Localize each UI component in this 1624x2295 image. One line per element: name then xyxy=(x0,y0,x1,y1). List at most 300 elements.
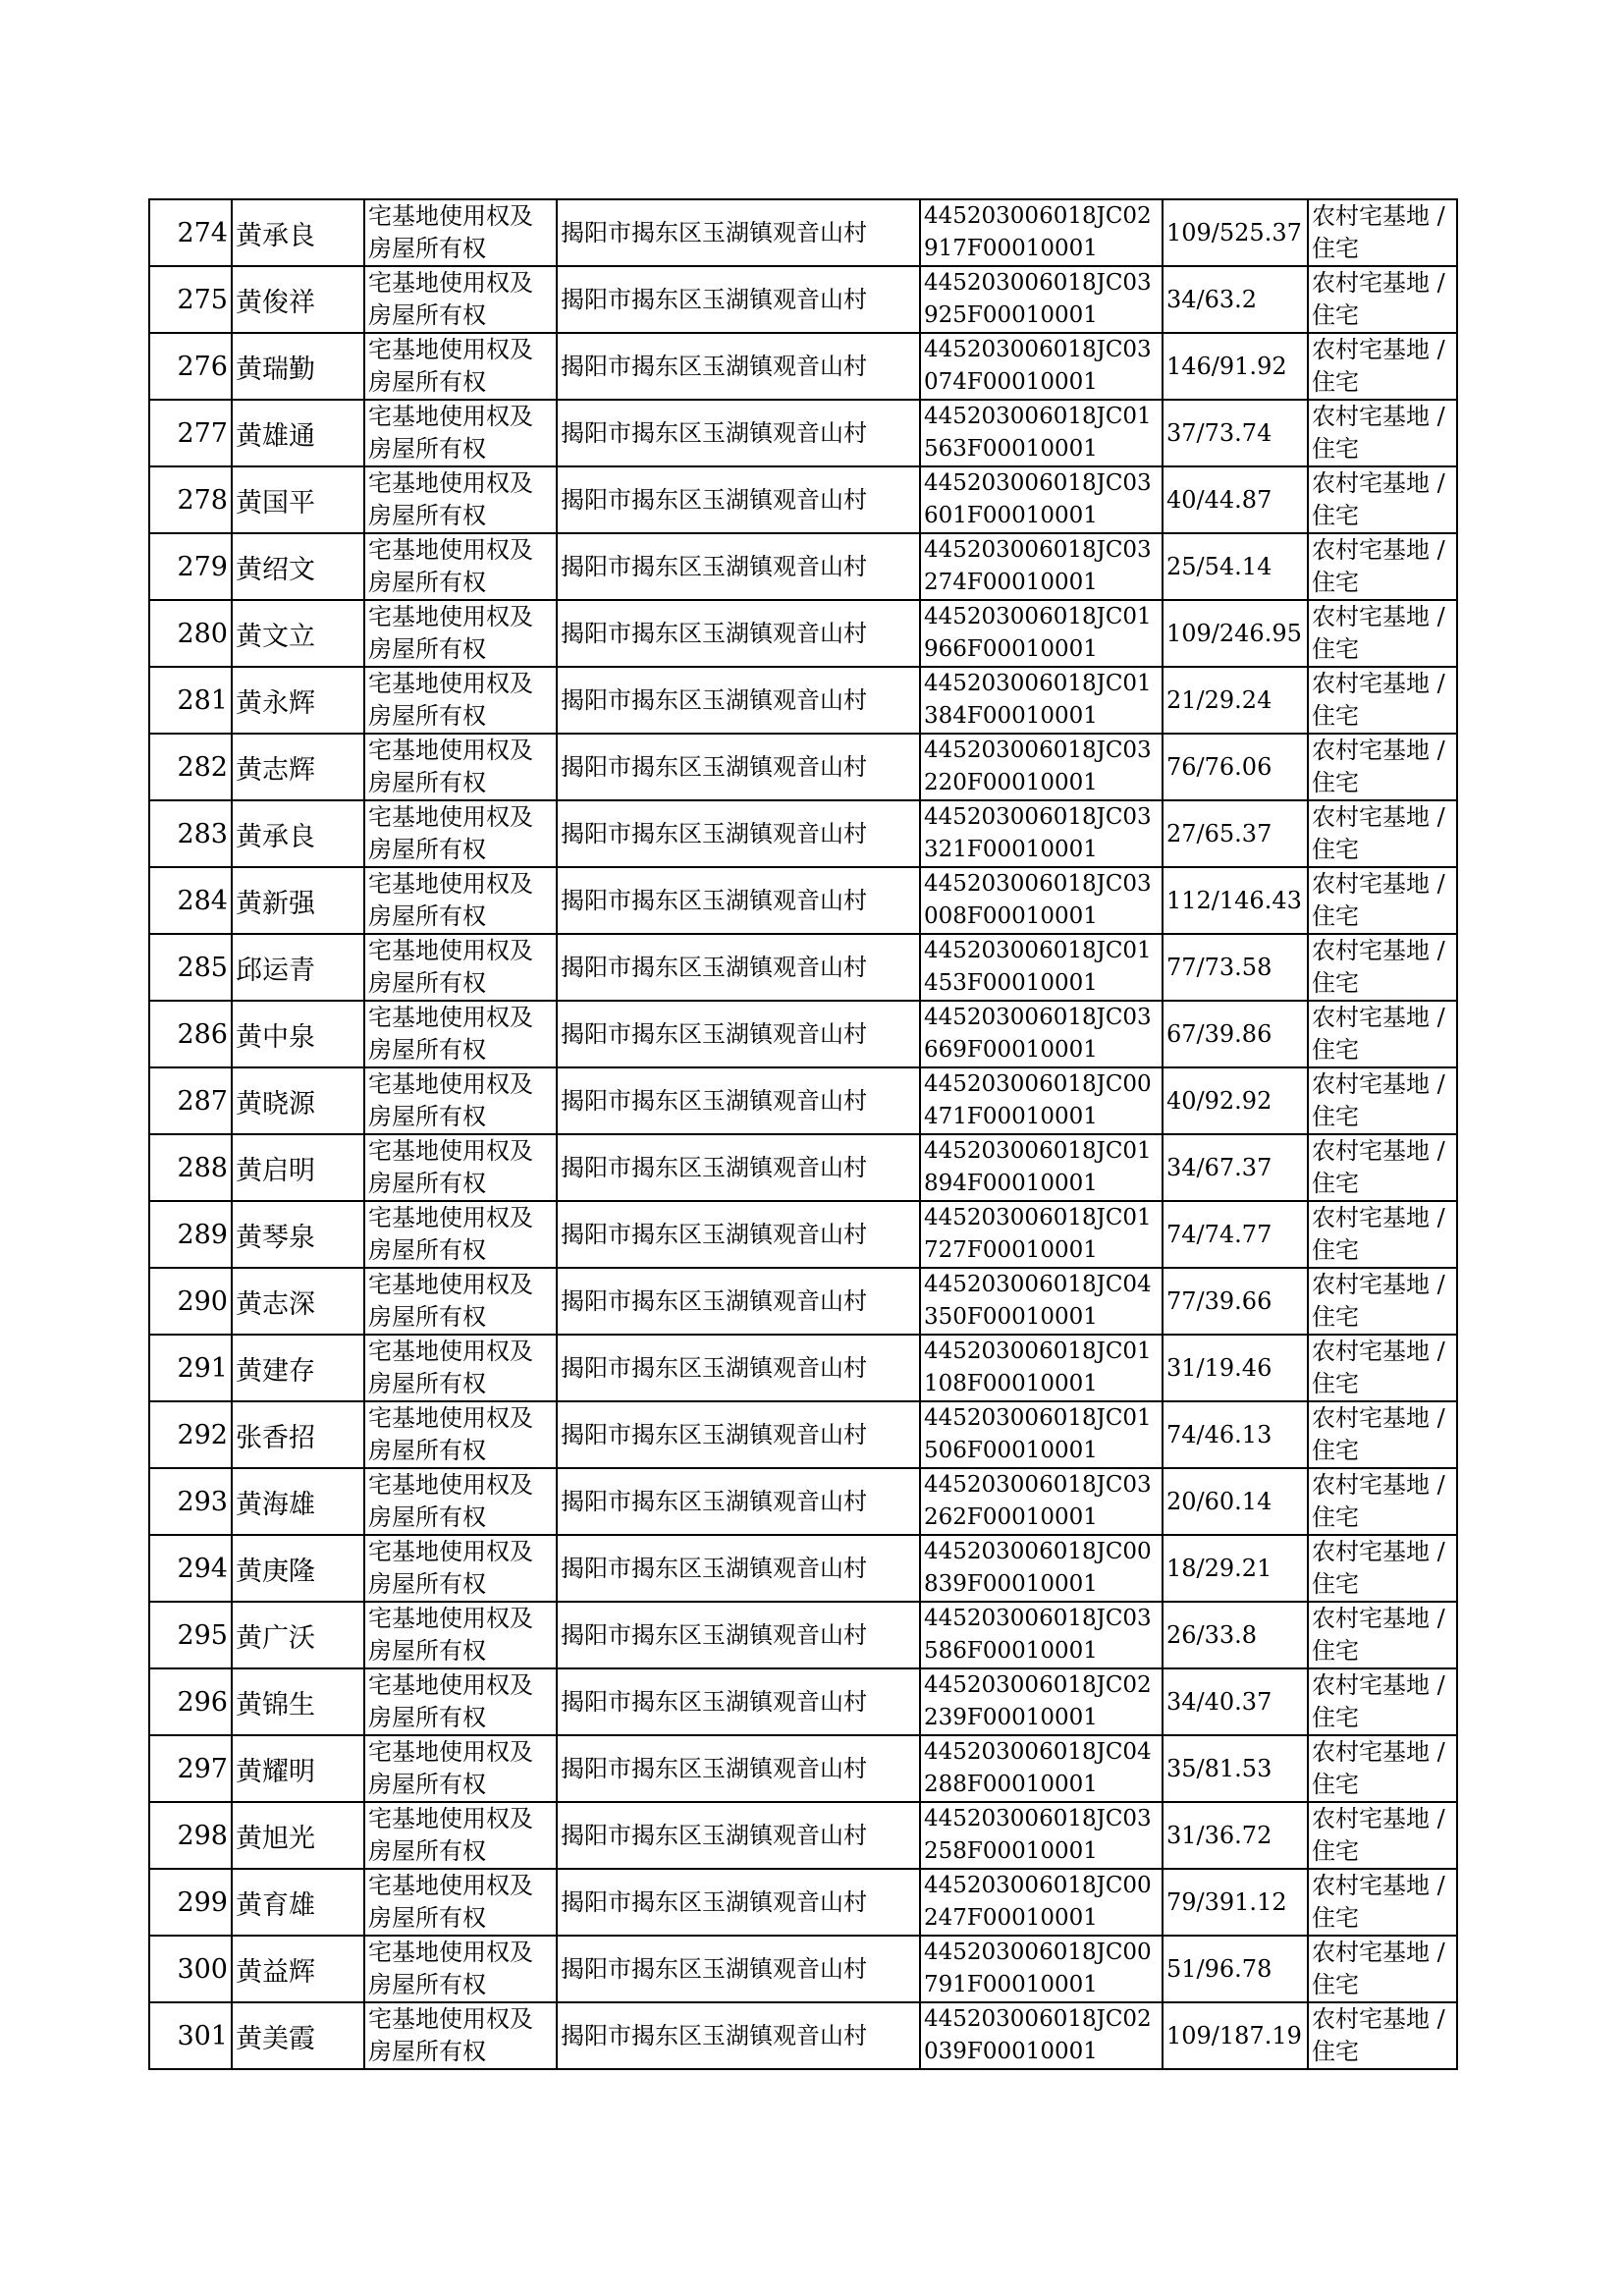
row-number: 296 xyxy=(177,1686,228,1718)
property-address: 揭阳市揭东区玉湖镇观音山村 xyxy=(561,285,867,313)
owner-name: 黄建存 xyxy=(236,1355,315,1387)
owner-name-cell xyxy=(232,1802,364,1869)
right-type-cell xyxy=(364,1134,557,1201)
unit-code: 445203006018JC03586F00010001 xyxy=(924,1606,1152,1664)
address-cell xyxy=(557,2002,920,2069)
row-number-cell xyxy=(149,1802,232,1869)
unit-code-cell xyxy=(920,1602,1163,1668)
land-use: 农村宅基地 / 住宅 xyxy=(1312,1137,1445,1197)
land-use: 农村宅基地 / 住宅 xyxy=(1312,1605,1445,1665)
row-number: 284 xyxy=(177,885,228,916)
area-cell xyxy=(1163,533,1308,600)
unit-code: 445203006018JC01727F00010001 xyxy=(924,1205,1152,1263)
land-use-cell xyxy=(1308,934,1457,1001)
land-use-cell xyxy=(1308,1468,1457,1535)
owner-name-cell xyxy=(232,1268,364,1335)
land-use: 农村宅基地 / 住宅 xyxy=(1312,2005,1445,2065)
unit-code: 445203006018JC03258F00010001 xyxy=(924,1806,1152,1864)
owner-name-cell xyxy=(232,1468,364,1535)
land-use-cell xyxy=(1308,1535,1457,1602)
area-value: 27/65.37 xyxy=(1166,819,1272,847)
property-address: 揭阳市揭东区玉湖镇观音山村 xyxy=(561,485,867,514)
area-value: 40/92.92 xyxy=(1166,1086,1272,1115)
right-type: 宅基地使用权及房屋所有权 xyxy=(368,469,533,529)
owner-name: 黄国平 xyxy=(236,487,315,519)
area-value: 21/29.24 xyxy=(1166,685,1272,714)
row-number: 295 xyxy=(177,1619,228,1651)
property-address: 揭阳市揭东区玉湖镇观音山村 xyxy=(561,2021,867,2049)
area-cell xyxy=(1163,1936,1308,2002)
area-value: 112/146.43 xyxy=(1166,886,1302,914)
table-row xyxy=(149,1201,1457,1268)
unit-code-cell xyxy=(920,1134,1163,1201)
land-use-cell xyxy=(1308,1201,1457,1268)
table-row xyxy=(149,400,1457,466)
unit-code: 445203006018JC04350F00010001 xyxy=(924,1272,1152,1330)
unit-code: 445203006018JC03601F00010001 xyxy=(924,470,1152,528)
area-cell xyxy=(1163,800,1308,867)
property-address: 揭阳市揭东区玉湖镇观音山村 xyxy=(561,819,867,847)
right-type-cell xyxy=(364,533,557,600)
row-number-cell xyxy=(149,1401,232,1468)
right-type: 宅基地使用权及房屋所有权 xyxy=(368,536,533,596)
owner-name: 黄永辉 xyxy=(236,687,315,719)
row-number: 287 xyxy=(177,1085,228,1117)
right-type-cell xyxy=(364,600,557,667)
owner-name-cell xyxy=(232,199,364,266)
table-row xyxy=(149,1668,1457,1735)
owner-name-cell xyxy=(232,1936,364,2002)
table-row xyxy=(149,867,1457,934)
area-cell xyxy=(1163,1802,1308,1869)
property-address: 揭阳市揭东区玉湖镇观音山村 xyxy=(561,1353,867,1382)
right-type: 宅基地使用权及房屋所有权 xyxy=(368,269,533,329)
land-use: 农村宅基地 / 住宅 xyxy=(1312,1471,1445,1531)
area-value: 18/29.21 xyxy=(1166,1554,1272,1582)
row-number: 277 xyxy=(177,417,228,449)
owner-name-cell xyxy=(232,1869,364,1936)
right-type-cell xyxy=(364,400,557,466)
land-use-cell xyxy=(1308,600,1457,667)
area-value: 35/81.53 xyxy=(1166,1754,1272,1782)
owner-name: 张香招 xyxy=(236,1422,315,1453)
unit-code-cell xyxy=(920,400,1163,466)
unit-code: 445203006018JC03220F00010001 xyxy=(924,738,1152,795)
owner-name: 黄雄通 xyxy=(236,420,315,452)
registry-table xyxy=(148,198,1458,2070)
row-number-cell xyxy=(149,466,232,533)
property-address: 揭阳市揭东区玉湖镇观音山村 xyxy=(561,1687,867,1716)
area-value: 51/96.78 xyxy=(1166,1954,1272,1983)
address-cell xyxy=(557,1602,920,1668)
area-cell xyxy=(1163,2002,1308,2069)
address-cell xyxy=(557,934,920,1001)
property-address: 揭阳市揭东区玉湖镇观音山村 xyxy=(561,1554,867,1582)
unit-code-cell xyxy=(920,1936,1163,2002)
land-use: 农村宅基地 / 住宅 xyxy=(1312,803,1445,863)
row-number-cell xyxy=(149,1535,232,1602)
area-cell xyxy=(1163,734,1308,800)
property-address: 揭阳市揭东区玉湖镇观音山村 xyxy=(561,1821,867,1849)
property-address: 揭阳市揭东区玉湖镇观音山村 xyxy=(561,619,867,647)
owner-name: 黄耀明 xyxy=(236,1756,315,1787)
right-type: 宅基地使用权及房屋所有权 xyxy=(368,336,533,396)
owner-name: 黄旭光 xyxy=(236,1823,315,1854)
owner-name: 黄锦生 xyxy=(236,1689,315,1721)
table-row xyxy=(149,1067,1457,1134)
table-row xyxy=(149,1001,1457,1067)
right-type: 宅基地使用权及房屋所有权 xyxy=(368,1805,533,1865)
owner-name: 黄育雄 xyxy=(236,1889,315,1921)
unit-code-cell xyxy=(920,800,1163,867)
unit-code: 445203006018JC03262F00010001 xyxy=(924,1472,1152,1530)
right-type: 宅基地使用权及房屋所有权 xyxy=(368,670,533,730)
area-cell xyxy=(1163,1201,1308,1268)
row-number: 274 xyxy=(177,217,228,248)
right-type-cell xyxy=(364,1936,557,2002)
property-address: 揭阳市揭东区玉湖镇观音山村 xyxy=(561,1420,867,1448)
row-number-cell xyxy=(149,1134,232,1201)
right-type-cell xyxy=(364,1268,557,1335)
property-address: 揭阳市揭东区玉湖镇观音山村 xyxy=(561,685,867,714)
table-row xyxy=(149,333,1457,400)
owner-name-cell xyxy=(232,734,364,800)
row-number-cell xyxy=(149,934,232,1001)
right-type: 宅基地使用权及房屋所有权 xyxy=(368,1137,533,1197)
land-use-cell xyxy=(1308,867,1457,934)
right-type: 宅基地使用权及房屋所有权 xyxy=(368,1271,533,1331)
row-number-cell xyxy=(149,333,232,400)
unit-code-cell xyxy=(920,1067,1163,1134)
row-number-cell xyxy=(149,667,232,734)
land-use-cell xyxy=(1308,1134,1457,1201)
property-address: 揭阳市揭东区玉湖镇观音山村 xyxy=(561,1487,867,1515)
row-number: 291 xyxy=(177,1352,228,1384)
land-use: 农村宅基地 / 住宅 xyxy=(1312,269,1445,329)
area-value: 76/76.06 xyxy=(1166,752,1272,781)
row-number: 298 xyxy=(177,1820,228,1851)
property-address: 揭阳市揭东区玉湖镇观音山村 xyxy=(561,418,867,447)
address-cell xyxy=(557,800,920,867)
unit-code: 445203006018JC01506F00010001 xyxy=(924,1405,1152,1463)
owner-name: 黄志深 xyxy=(236,1288,315,1320)
table-row xyxy=(149,266,1457,333)
property-address: 揭阳市揭东区玉湖镇观音山村 xyxy=(561,552,867,580)
right-type: 宅基地使用权及房屋所有权 xyxy=(368,1538,533,1598)
property-address: 揭阳市揭东区玉湖镇观音山村 xyxy=(561,1019,867,1048)
table-row xyxy=(149,2002,1457,2069)
right-type-cell xyxy=(364,466,557,533)
table-row xyxy=(149,1802,1457,1869)
owner-name-cell xyxy=(232,1134,364,1201)
right-type-cell xyxy=(364,1067,557,1134)
owner-name: 黄承良 xyxy=(236,821,315,852)
row-number: 297 xyxy=(177,1753,228,1784)
area-value: 34/67.37 xyxy=(1166,1153,1272,1181)
address-cell xyxy=(557,400,920,466)
area-value: 40/44.87 xyxy=(1166,485,1272,514)
unit-code: 445203006018JC01108F00010001 xyxy=(924,1339,1152,1396)
owner-name: 黄广沃 xyxy=(236,1622,315,1654)
unit-code: 445203006018JC04288F00010001 xyxy=(924,1739,1152,1797)
property-address: 揭阳市揭东区玉湖镇观音山村 xyxy=(561,953,867,981)
area-value: 74/46.13 xyxy=(1166,1420,1272,1448)
area-cell xyxy=(1163,934,1308,1001)
property-address: 揭阳市揭东区玉湖镇观音山村 xyxy=(561,1220,867,1248)
right-type: 宅基地使用权及房屋所有权 xyxy=(368,202,533,262)
property-address: 揭阳市揭东区玉湖镇观音山村 xyxy=(561,1954,867,1983)
row-number-cell xyxy=(149,1668,232,1735)
owner-name-cell xyxy=(232,466,364,533)
row-number: 294 xyxy=(177,1553,228,1584)
area-cell xyxy=(1163,667,1308,734)
owner-name-cell xyxy=(232,600,364,667)
owner-name: 黄庚隆 xyxy=(236,1556,315,1587)
right-type-cell xyxy=(364,1668,557,1735)
right-type: 宅基地使用权及房屋所有权 xyxy=(368,1605,533,1665)
unit-code: 445203006018JC00791F00010001 xyxy=(924,1940,1152,1997)
owner-name-cell xyxy=(232,2002,364,2069)
area-cell xyxy=(1163,266,1308,333)
land-use: 农村宅基地 / 住宅 xyxy=(1312,737,1445,796)
address-cell xyxy=(557,1067,920,1134)
right-type-cell xyxy=(364,1401,557,1468)
area-value: 20/60.14 xyxy=(1166,1487,1272,1515)
right-type-cell xyxy=(364,734,557,800)
address-cell xyxy=(557,1335,920,1401)
owner-name-cell xyxy=(232,266,364,333)
owner-name: 黄晓源 xyxy=(236,1088,315,1120)
unit-code-cell xyxy=(920,466,1163,533)
unit-code-cell xyxy=(920,1535,1163,1602)
unit-code: 445203006018JC01563F00010001 xyxy=(924,404,1152,462)
right-type-cell xyxy=(364,1535,557,1602)
land-use: 农村宅基地 / 住宅 xyxy=(1312,1671,1445,1731)
right-type-cell xyxy=(364,1468,557,1535)
land-use: 农村宅基地 / 住宅 xyxy=(1312,1271,1445,1331)
row-number-cell xyxy=(149,1936,232,2002)
address-cell xyxy=(557,1268,920,1335)
address-cell xyxy=(557,1936,920,2002)
land-use: 农村宅基地 / 住宅 xyxy=(1312,1805,1445,1865)
unit-code: 445203006018JC03274F00010001 xyxy=(924,537,1152,595)
owner-name-cell xyxy=(232,1602,364,1668)
address-cell xyxy=(557,466,920,533)
row-number-cell xyxy=(149,1735,232,1802)
land-use-cell xyxy=(1308,533,1457,600)
area-cell xyxy=(1163,1602,1308,1668)
owner-name: 黄美霞 xyxy=(236,2023,315,2054)
owner-name-cell xyxy=(232,1335,364,1401)
unit-code-cell xyxy=(920,2002,1163,2069)
table-row xyxy=(149,1134,1457,1201)
row-number-cell xyxy=(149,2002,232,2069)
row-number: 276 xyxy=(177,351,228,382)
table-row xyxy=(149,1468,1457,1535)
row-number-cell xyxy=(149,1335,232,1401)
right-type-cell xyxy=(364,1602,557,1668)
owner-name: 黄文立 xyxy=(236,621,315,652)
unit-code-cell xyxy=(920,1001,1163,1067)
row-number: 301 xyxy=(177,2020,228,2051)
table-row xyxy=(149,1268,1457,1335)
unit-code: 445203006018JC00471F00010001 xyxy=(924,1071,1152,1129)
right-type: 宅基地使用权及房屋所有权 xyxy=(368,737,533,796)
unit-code-cell xyxy=(920,1401,1163,1468)
land-use-cell xyxy=(1308,400,1457,466)
area-value: 79/391.12 xyxy=(1166,1887,1287,1916)
row-number: 280 xyxy=(177,618,228,649)
owner-name-cell xyxy=(232,1401,364,1468)
address-cell xyxy=(557,600,920,667)
unit-code-cell xyxy=(920,1468,1163,1535)
unit-code: 445203006018JC03008F00010001 xyxy=(924,871,1152,929)
table-row xyxy=(149,1735,1457,1802)
address-cell xyxy=(557,1535,920,1602)
row-number-cell xyxy=(149,1268,232,1335)
area-value: 109/525.37 xyxy=(1166,218,1302,246)
table-row xyxy=(149,667,1457,734)
land-use: 农村宅基地 / 住宅 xyxy=(1312,1538,1445,1598)
row-number: 289 xyxy=(177,1219,228,1250)
property-address: 揭阳市揭东区玉湖镇观音山村 xyxy=(561,752,867,781)
area-value: 77/73.58 xyxy=(1166,953,1272,981)
right-type: 宅基地使用权及房屋所有权 xyxy=(368,603,533,663)
right-type-cell xyxy=(364,800,557,867)
land-use: 农村宅基地 / 住宅 xyxy=(1312,1404,1445,1464)
row-number-cell xyxy=(149,600,232,667)
land-use-cell xyxy=(1308,2002,1457,2069)
right-type-cell xyxy=(364,1335,557,1401)
address-cell xyxy=(557,333,920,400)
address-cell xyxy=(557,1201,920,1268)
address-cell xyxy=(557,1134,920,1201)
right-type: 宅基地使用权及房屋所有权 xyxy=(368,1004,533,1064)
area-cell xyxy=(1163,1735,1308,1802)
owner-name-cell xyxy=(232,934,364,1001)
table-row xyxy=(149,1335,1457,1401)
right-type: 宅基地使用权及房屋所有权 xyxy=(368,1471,533,1531)
row-number-cell xyxy=(149,867,232,934)
land-use-cell xyxy=(1308,1335,1457,1401)
right-type: 宅基地使用权及房屋所有权 xyxy=(368,803,533,863)
row-number: 299 xyxy=(177,1886,228,1918)
unit-code-cell xyxy=(920,934,1163,1001)
owner-name-cell xyxy=(232,400,364,466)
table-row xyxy=(149,1401,1457,1468)
owner-name: 黄承良 xyxy=(236,220,315,251)
owner-name-cell xyxy=(232,667,364,734)
area-cell xyxy=(1163,1401,1308,1468)
unit-code: 445203006018JC03321F00010001 xyxy=(924,804,1152,862)
table-row xyxy=(149,1936,1457,2002)
unit-code-cell xyxy=(920,1802,1163,1869)
land-use-cell xyxy=(1308,1735,1457,1802)
owner-name-cell xyxy=(232,1668,364,1735)
land-use: 农村宅基地 / 住宅 xyxy=(1312,1004,1445,1064)
area-cell xyxy=(1163,867,1308,934)
address-cell xyxy=(557,867,920,934)
unit-code: 445203006018JC01384F00010001 xyxy=(924,671,1152,729)
row-number-cell xyxy=(149,400,232,466)
unit-code-cell xyxy=(920,734,1163,800)
land-use: 农村宅基地 / 住宅 xyxy=(1312,1070,1445,1130)
registry-table-body xyxy=(149,199,1457,2069)
area-value: 109/246.95 xyxy=(1166,619,1302,647)
row-number-cell xyxy=(149,199,232,266)
unit-code-cell xyxy=(920,1735,1163,1802)
land-use-cell xyxy=(1308,1268,1457,1335)
land-use: 农村宅基地 / 住宅 xyxy=(1312,1872,1445,1932)
row-number-cell xyxy=(149,800,232,867)
land-use: 农村宅基地 / 住宅 xyxy=(1312,937,1445,997)
area-value: 34/63.2 xyxy=(1166,285,1258,313)
unit-code-cell xyxy=(920,867,1163,934)
address-cell xyxy=(557,1468,920,1535)
address-cell xyxy=(557,1401,920,1468)
owner-name-cell xyxy=(232,1067,364,1134)
address-cell xyxy=(557,1869,920,1936)
area-cell xyxy=(1163,466,1308,533)
land-use: 农村宅基地 / 住宅 xyxy=(1312,670,1445,730)
right-type: 宅基地使用权及房屋所有权 xyxy=(368,870,533,930)
row-number-cell xyxy=(149,266,232,333)
right-type-cell xyxy=(364,266,557,333)
right-type: 宅基地使用权及房屋所有权 xyxy=(368,1939,533,1998)
owner-name: 黄新强 xyxy=(236,888,315,919)
table-row xyxy=(149,1869,1457,1936)
area-value: 31/36.72 xyxy=(1166,1821,1272,1849)
table-row xyxy=(149,1602,1457,1668)
unit-code-cell xyxy=(920,1201,1163,1268)
right-type-cell xyxy=(364,867,557,934)
land-use-cell xyxy=(1308,1401,1457,1468)
row-number: 293 xyxy=(177,1486,228,1517)
area-cell xyxy=(1163,1134,1308,1201)
owner-name: 黄俊祥 xyxy=(236,287,315,318)
unit-code: 445203006018JC03074F00010001 xyxy=(924,337,1152,395)
owner-name: 黄海雄 xyxy=(236,1489,315,1520)
row-number: 281 xyxy=(177,684,228,716)
row-number-cell xyxy=(149,1468,232,1535)
unit-code: 445203006018JC01966F00010001 xyxy=(924,604,1152,662)
table-row xyxy=(149,199,1457,266)
property-address: 揭阳市揭东区玉湖镇观音山村 xyxy=(561,1887,867,1916)
unit-code: 445203006018JC00247F00010001 xyxy=(924,1873,1152,1931)
area-cell xyxy=(1163,1067,1308,1134)
unit-code-cell xyxy=(920,1869,1163,1936)
address-cell xyxy=(557,1001,920,1067)
area-cell xyxy=(1163,199,1308,266)
row-number: 290 xyxy=(177,1285,228,1317)
property-address: 揭阳市揭东区玉湖镇观音山村 xyxy=(561,218,867,246)
property-address: 揭阳市揭东区玉湖镇观音山村 xyxy=(561,1286,867,1315)
row-number: 285 xyxy=(177,952,228,983)
row-number-cell xyxy=(149,533,232,600)
row-number-cell xyxy=(149,1001,232,1067)
right-type: 宅基地使用权及房屋所有权 xyxy=(368,1738,533,1798)
unit-code-cell xyxy=(920,600,1163,667)
property-address: 揭阳市揭东区玉湖镇观音山村 xyxy=(561,352,867,380)
land-use-cell xyxy=(1308,466,1457,533)
address-cell xyxy=(557,1668,920,1735)
area-cell xyxy=(1163,1668,1308,1735)
land-use: 农村宅基地 / 住宅 xyxy=(1312,1939,1445,1998)
land-use-cell xyxy=(1308,800,1457,867)
land-use-cell xyxy=(1308,1869,1457,1936)
table-row xyxy=(149,533,1457,600)
area-value: 77/39.66 xyxy=(1166,1286,1272,1315)
